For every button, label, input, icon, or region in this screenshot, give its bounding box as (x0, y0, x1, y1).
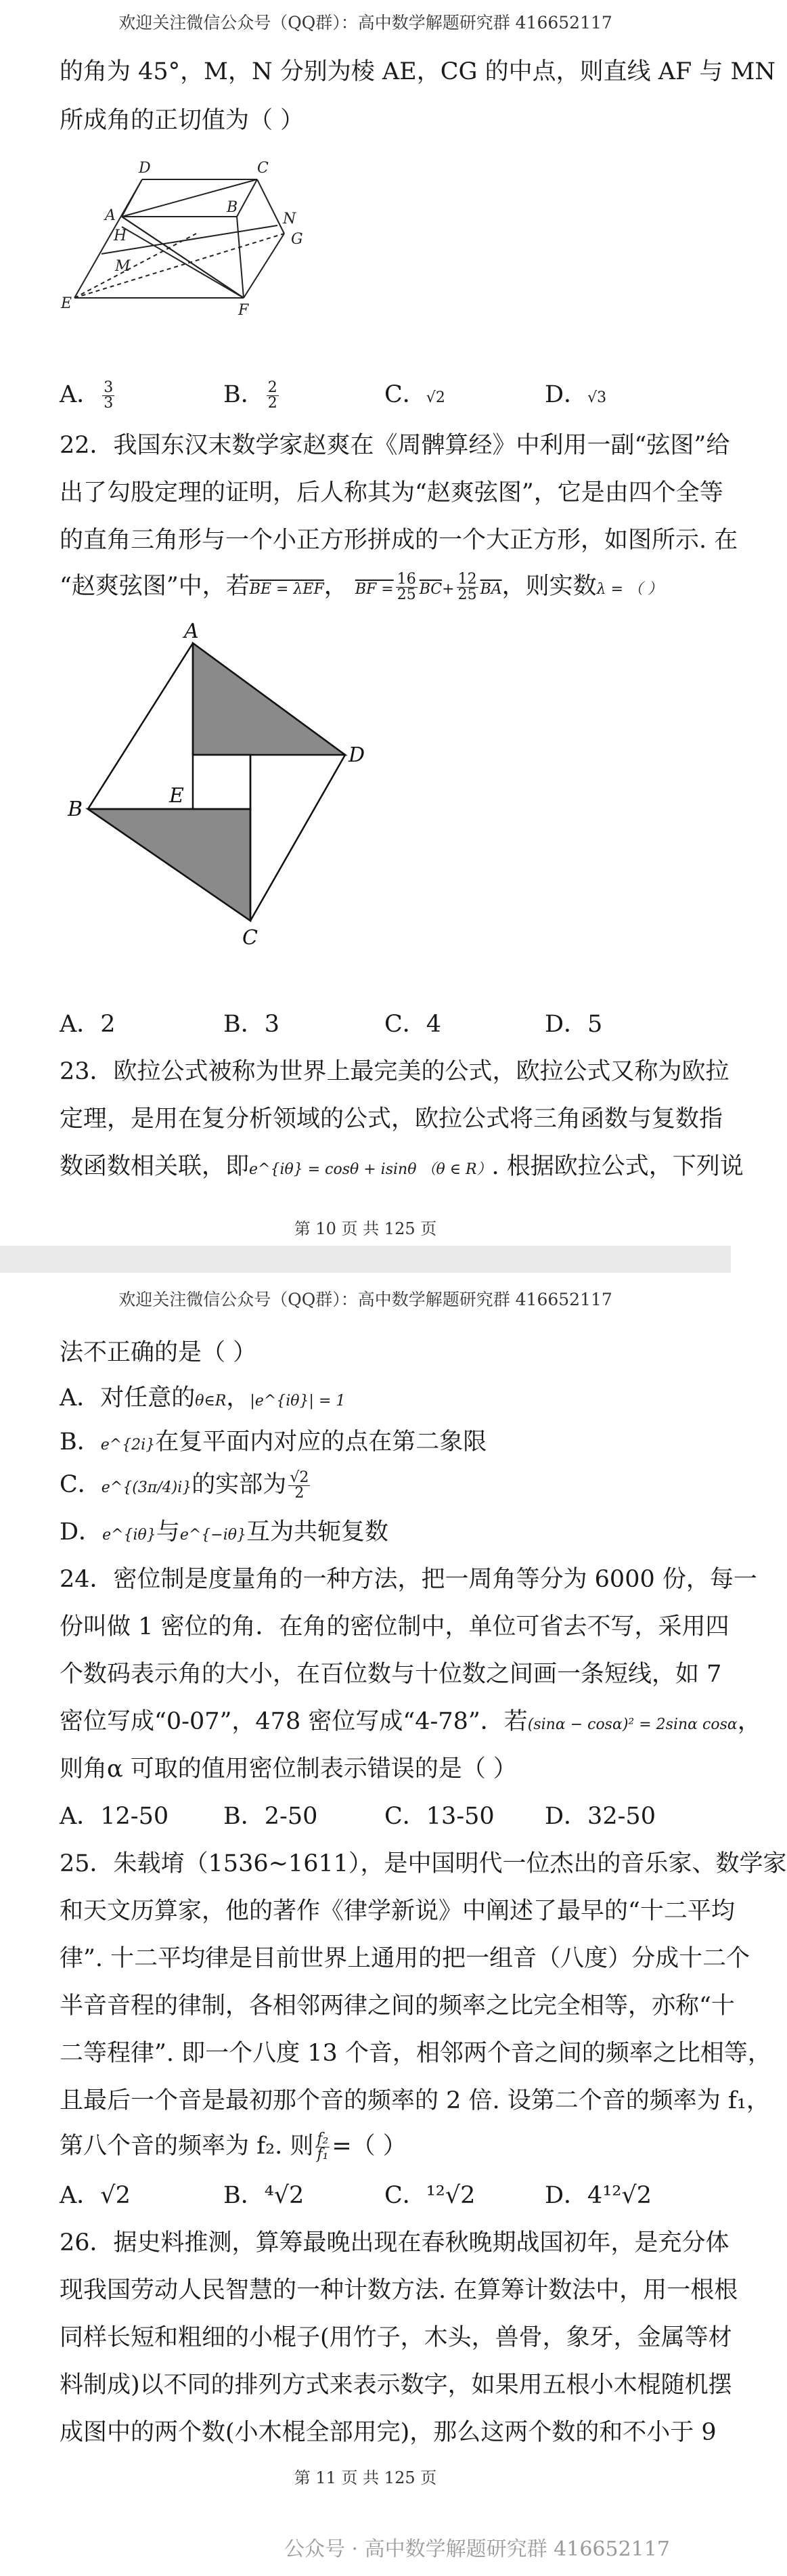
fig1-label-n: N (283, 211, 296, 227)
fig1-label-h: H (114, 227, 127, 244)
fig2-label-b: B (68, 798, 83, 821)
q23-option-b: B．e^{2i}在复平面内对应的点在第二象限 (60, 1428, 487, 1456)
zhao-shuang-figure (68, 619, 379, 950)
fig2-label-e: E (169, 784, 184, 808)
q21-continuation-line1: 的角为 45°，M，N 分别为棱 AE，CG 的中点，则直线 AF 与 MN (60, 58, 775, 85)
q25-line6: 且最后一个音是最初那个音的频率的 2 倍. 设第二个音的频率为 f₁， (60, 2087, 770, 2114)
q22-line3: 的直角三角形与一个小正方形拼成的一个大正方形，如图所示. 在 (60, 527, 738, 554)
document-page-10 (0, 0, 775, 1246)
q24-line2: 份叫做 1 密位的角．在角的密位制中，单位可省去不写，采用四 (60, 1613, 729, 1640)
q25-option-c: C．¹²√2 (384, 2182, 476, 2209)
q26-line4: 料制成)以不同的排列方式来表示数字，如果用五根小木棍随机摆 (60, 2372, 732, 2399)
q25-line5: 二等程律”. 即一个八度 13 个音，相邻两个音之间的频率之比相等， (60, 2040, 771, 2067)
q26-line1: 26．据史料推测，算筹最晚出现在春秋晚期战国初年，是充分体 (60, 2229, 729, 2256)
q23-line2: 定理，是用在复分析领域的公式，欧拉公式将三角函数与复数指 (60, 1106, 723, 1133)
page-header: 欢迎关注微信公众号（QQ群）：高中数学解题研究群 416652117 (118, 13, 612, 32)
page-header: 欢迎关注微信公众号（QQ群）：高中数学解题研究群 416652117 (118, 1290, 612, 1309)
q23-line3: 数函数相关联，即e^{iθ} = cosθ + isinθ （θ ∈ R）. 根据欧拉公式，下列说 (60, 1153, 744, 1180)
fig1-label-m: M (115, 258, 131, 275)
q25-line3: 律”. 十二平均律是目前世界上通用的把一组音（八度）分成十二个 (60, 1945, 750, 1972)
q24-line3: 个数码表示角的大小，在百位数与十位数之间画一条短线，如 7 (60, 1661, 722, 1688)
fig1-label-c: C (257, 160, 269, 177)
fig2-label-a: A (184, 619, 199, 643)
q21-option-d: D．√3 (545, 381, 607, 408)
q22-line1: 22．我国东汉末数学家赵爽在《周髀算经》中利用一副“弦图”给 (60, 432, 730, 459)
q24-line4: 密位写成“0-07”，478 密位写成“4-78”．若(sinα − cosα)² = 2sinα cosα， (60, 1708, 761, 1735)
fig1-label-b: B (227, 199, 238, 216)
q25-option-a: A．√2 (60, 2182, 131, 2209)
document-page-11 (0, 1273, 787, 2576)
q24-option-a: A．12-50 (60, 1803, 169, 1830)
q25-line2: 和天文历算家，他的著作《律学新说》中阐述了最早的“十二平均 (60, 1898, 735, 1925)
fig2-label-c: C (242, 926, 258, 950)
q25-line4: 半音音程的律制，各相邻两律之间的频率之比完全相等，亦称“十 (60, 1992, 735, 2020)
q22-option-b: B．3 (223, 1011, 279, 1038)
q25-line7: 第八个音的频率为 f₂. 则 $\frac{\text{f₂}}{\text{f₁}}$ =（ ） (60, 2131, 407, 2163)
q22-line2: 出了勾股定理的证明，后人称其为“赵爽弦图”，它是由四个全等 (60, 479, 723, 506)
q22-option-a: A．2 (60, 1011, 116, 1038)
page-footer: 第 10 页 共 125 页 (294, 1219, 437, 1238)
fig1-label-d: D (139, 160, 151, 177)
fig1-label-g: G (291, 231, 303, 248)
q23-continuation: 法不正确的是（ ） (60, 1339, 257, 1366)
q24-option-c: C．13-50 (384, 1803, 495, 1830)
fig2-label-d: D (348, 743, 365, 767)
q23-option-d: D．e^{iθ}与e^{−iθ}互为共轭复数 (60, 1519, 388, 1546)
page-separator (0, 1246, 731, 1273)
q26-line3: 同样长短和粗细的小棍子(用竹子，木头，兽骨，象牙，金属等材 (60, 2324, 732, 2351)
q24-option-b: B．2-50 (223, 1803, 318, 1830)
q21-solid-figure (61, 152, 332, 319)
fig1-label-e: E (61, 295, 72, 312)
q22-option-d: D．5 (545, 1011, 603, 1038)
q25-option-b: B．⁴√2 (223, 2182, 305, 2209)
q23-option-c: C．e^{(3π/4)i}的实部为 $\frac{√2}{2}$ (60, 1469, 309, 1502)
q21-option-a: A． $\frac{3}{3}$ (60, 379, 114, 412)
q22-line4: “赵爽弦图”中，若BE = λEF， BF = $\frac{16}{25}$ $\overline{BC}+$ $\frac{12}{25}$ $\overline{BA}$，则实数λ = （ ） (60, 571, 663, 603)
q21-option-b: B． $\frac{2}{2}$ (223, 379, 277, 412)
q23-option-a: A．对任意的θ∈R，|e^{iθ}| = 1 (60, 1384, 346, 1412)
q24-option-d: D．32-50 (545, 1803, 656, 1830)
q25-line1: 25．朱载堉（1536~1611），是中国明代一位杰出的音乐家、数学家 (60, 1850, 787, 1877)
q25-option-d: D．4¹²√2 (545, 2182, 652, 2209)
q24-line1: 24．密位制是度量角的一种方法，把一周角等分为 6000 份，每一 (60, 1566, 757, 1593)
q22-option-c: C．4 (384, 1011, 442, 1038)
q21-option-c: C．√2 (384, 381, 445, 408)
q23-line1: 23．欧拉公式被称为世界上最完美的公式，欧拉公式又称为欧拉 (60, 1058, 729, 1085)
q21-continuation-line2: 所成角的正切值为（ ） (60, 107, 305, 134)
fig1-label-f: F (238, 302, 249, 319)
page-footer: 第 11 页 共 125 页 (294, 2468, 437, 2487)
bottom-watermark: 公众号 · 高中数学解题研究群 416652117 (284, 2537, 670, 2561)
fig1-label-a: A (105, 207, 116, 224)
q24-line5: 则角α 可取的值用密位制表示错误的是（ ） (60, 1755, 517, 1783)
q26-line2: 现我国劳动人民智慧的一种计数方法. 在算筹计数法中，用一根根 (60, 2277, 738, 2304)
q26-line5: 成图中的两个数(小木棍全部用完)，那么这两个数的和不小于 9 (60, 2419, 717, 2446)
